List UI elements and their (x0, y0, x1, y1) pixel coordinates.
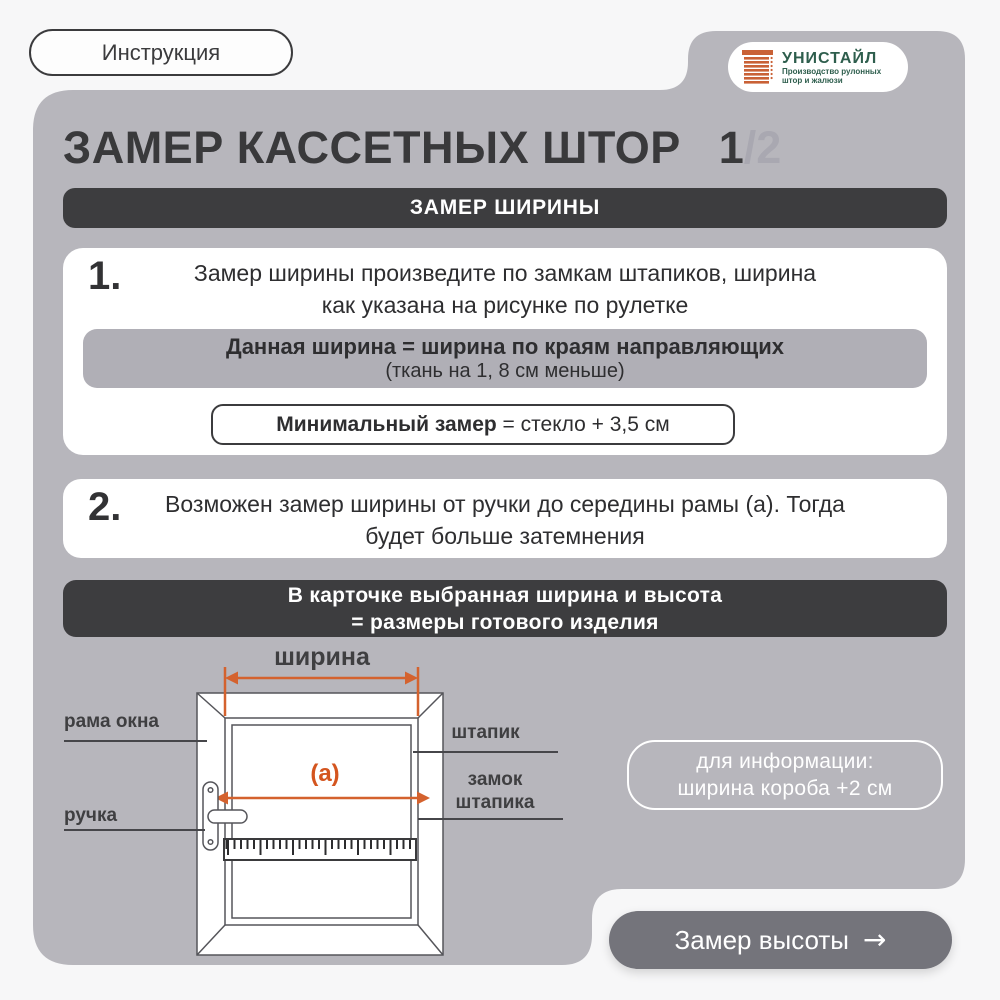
glazing-bead-pointer-line (413, 751, 558, 753)
card-note-line1: В карточке выбранная ширина и высота (287, 583, 723, 607)
info-box-line2: ширина короба +2 см (677, 777, 893, 800)
arrow-right-icon: → (863, 923, 887, 956)
window-frame-label: рама окна (64, 711, 159, 732)
step1-line2: как указана на рисунке по рулетке (321, 292, 689, 318)
bead-lock-pointer-line (418, 818, 563, 820)
card-note-bar (63, 580, 947, 637)
width-highlight-bar (83, 329, 927, 388)
height-measure-button[interactable] (609, 911, 952, 969)
min-measure-box: Минимальный замер = стекло + 3,5 см (211, 404, 735, 445)
info-box (627, 740, 943, 810)
handle-label: ручка (64, 805, 118, 826)
handle-pointer-line (64, 829, 205, 831)
width-dimension-label: ширина (274, 643, 370, 671)
logo-subtitle-line2: штор и жалюзи (782, 75, 843, 85)
step2-card (63, 479, 947, 558)
tape-measure (223, 838, 417, 861)
logo-subtitle-line1: Производство рулонных (782, 66, 882, 76)
logo-text (782, 50, 881, 85)
info-box-line1: для информации: (696, 750, 874, 773)
page-title-text: ЗАМЕР КАССЕТНЫХ ШТОР (63, 122, 681, 173)
card-note-line2: = размеры готового изделия (351, 610, 659, 634)
logo-title: УНИСТАЙЛ (782, 49, 878, 67)
step1-line1: Замер ширины произведите по замкам штапиков, ширина (193, 260, 817, 286)
blinds-icon (741, 48, 775, 86)
step2-line2: будет больше затемнения (365, 523, 645, 549)
height-measure-button-label: Замер высоты (674, 924, 849, 955)
width-highlight-note: (ткань на 1, 8 см меньше) (385, 360, 625, 382)
width-section-bar (63, 188, 947, 228)
instruction-button[interactable] (29, 29, 293, 76)
step2-line1: Возможен замер ширины от ручки до середины рамы (а). Тогда (165, 491, 845, 517)
window-diagram (185, 640, 445, 970)
window-frame-pointer-line (64, 740, 207, 742)
a-dimension-label: (а) (310, 760, 340, 787)
glazing-bead-label: штапик (451, 722, 520, 743)
step1-card (63, 248, 947, 455)
bead-lock-label: замок штапика (455, 769, 535, 813)
logo (728, 42, 908, 92)
page-number: 1/2 (718, 122, 782, 173)
width-highlight-text: Данная ширина = ширина по краям направляющих (226, 334, 784, 359)
page-title (63, 122, 781, 174)
step1-number: 1. (88, 254, 122, 298)
instruction-button-label: Инструкция (101, 39, 221, 65)
width-section-bar-label: ЗАМЕР ШИРИНЫ (409, 196, 601, 219)
step2-number: 2. (88, 485, 122, 529)
